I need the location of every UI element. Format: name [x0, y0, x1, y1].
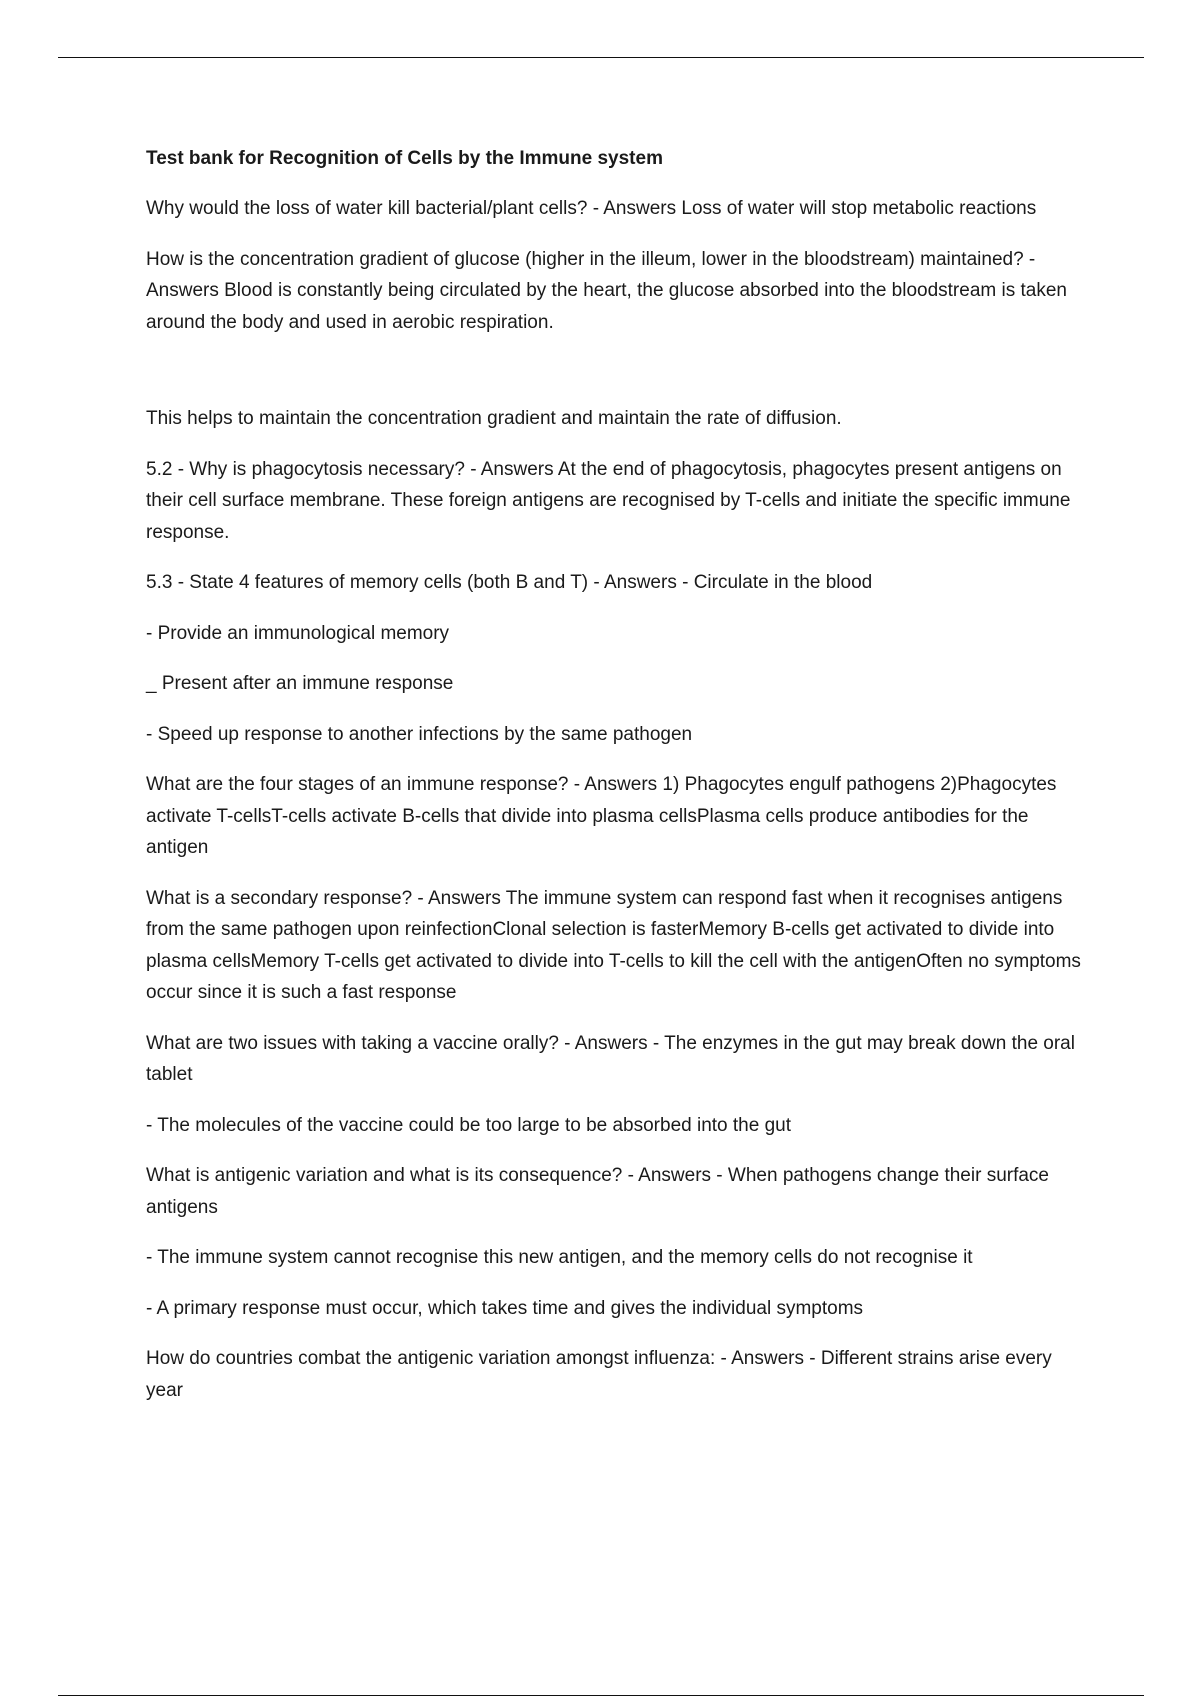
footer-divider: [58, 1695, 1144, 1696]
qa-paragraph: What are the four stages of an immune response? - Answers 1) Phagocytes engulf pathogens 2)Phagocytes activate T-cellsT-cells activate B-cells that divide into plasma cellsPlasma cells produce antibodies for the antigen: [146, 774, 1057, 858]
qa-paragraph: How is the concentration gradient of glucose (higher in the illeum, lower in the bloodstream) maintained? - Answers Blood is constantly being circulated by the heart, the glucose absorbed into the bloodstream is taken around the body and used in aerobic respiration.: [146, 248, 1067, 333]
answer-bullet: - The immune system cannot recognise this new antigen, and the memory cells do not recognise it: [146, 1247, 973, 1268]
qa-paragraph: Why would the loss of water kill bacterial/plant cells? - Answers Loss of water will stop metabolic reactions: [146, 198, 1037, 219]
answer-bullet: - Provide an immunological memory: [146, 622, 450, 644]
answer-bullet: - Speed up response to another infections by the same pathogen: [146, 723, 693, 745]
header-divider: [58, 57, 1144, 58]
answer-bullet: - A primary response must occur, which takes time and gives the individual symptoms: [146, 1297, 864, 1319]
qa-paragraph: 5.2 - Why is phagocytosis necessary? - Answers At the end of phagocytosis, phagocytes present antigens on their cell surface membrane. These foreign antigens are recognised by T-cells and initiate the specific immune response.: [146, 458, 1071, 543]
qa-paragraph: What is antigenic variation and what is its consequence? - Answers - When pathogens change their surface antigens: [146, 1165, 1050, 1218]
qa-paragraph: How do countries combat the antigenic variation amongst influenza: - Answers - Different strains arise every year: [146, 1348, 1052, 1401]
qa-paragraph: What are two issues with taking a vaccine orally? - Answers - The enzymes in the gut may break down the oral tablet: [146, 1032, 1075, 1085]
answer-bullet: - The molecules of the vaccine could be too large to be absorbed into the gut: [146, 1114, 792, 1136]
qa-paragraph: 5.3 - State 4 features of memory cells (both B and T) - Answers - Circulate in the blood: [146, 572, 873, 593]
document-title: Test bank for Recognition of Cells by the Immune system: [146, 148, 663, 169]
document-body: [146, 143, 1086, 1425]
qa-paragraph: What is a secondary response? - Answers The immune system can respond fast when it recognises antigens from the same pathogen upon reinfectionClonal selection is fasterMemory B-cells get activated to divide into plasma cellsMemory T-cells get activated to divide into T-cells to kill the cell with the antigenOften no symptoms occur since it is such a fast response: [146, 887, 1081, 1003]
qa-paragraph: This helps to maintain the concentration gradient and maintain the rate of diffusion.: [146, 408, 842, 429]
answer-bullet: _ Present after an immune response: [146, 673, 454, 694]
